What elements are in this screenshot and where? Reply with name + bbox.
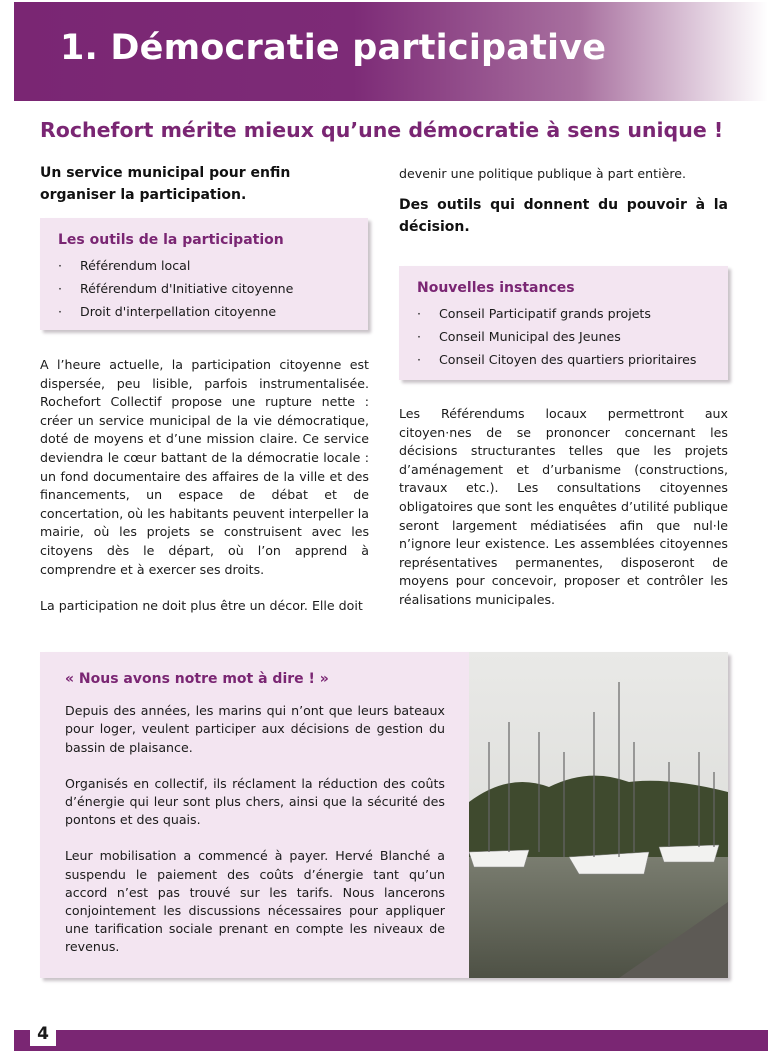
right-paragraph-0: devenir une politique publique à part entière. bbox=[399, 166, 686, 181]
quote-box bbox=[40, 652, 728, 978]
list-item: · Conseil Citoyen des quartiers prioritaires bbox=[417, 352, 697, 367]
section-subtitle: Rochefort mérite mieux qu’une démocratie à sens unique ! bbox=[40, 118, 724, 142]
quote-title: « Nous avons notre mot à dire ! » bbox=[65, 671, 329, 687]
left-column bbox=[40, 162, 370, 206]
list-item: · Conseil Participatif grands projets bbox=[417, 306, 651, 321]
left-lead: Un service municipal pour enfin organiser la participation. bbox=[40, 165, 291, 203]
list-item: · Conseil Municipal des Jeunes bbox=[417, 329, 621, 344]
instances-box-title: Nouvelles instances bbox=[417, 280, 575, 296]
left-body bbox=[40, 356, 369, 616]
tools-box bbox=[40, 218, 368, 330]
header-band bbox=[14, 2, 768, 101]
page-number: 4 bbox=[30, 1022, 56, 1046]
instances-box bbox=[399, 266, 728, 380]
left-paragraph-2: La participation ne doit plus être un décor. Elle doit bbox=[40, 598, 363, 614]
list-item: · Référendum d'Initiative citoyenne bbox=[58, 281, 294, 296]
right-paragraph-1: Les Référendums locaux permettront aux citoyen·nes de se prononcer concernant les décisions structurantes telles que les projets d’aménagement et d’urbanisme (constructions, travaux etc.). Les consultations citoyennes obligatoires que sont les enquêtes d’utilité publique seront largement médiatisées afin que nul·le n’ignore leur existence. Les assemblées citoyennes représentatives permanentes, disposeront de moyens pour concevoir, proposer et contrôler les réalisations municipales. bbox=[399, 406, 728, 607]
page-title: 1. Démocratie participative bbox=[60, 28, 607, 68]
left-paragraph-1: A l’heure actuelle, la participation citoyenne est dispersée, peu lisible, parfois instrumentalisée. Rochefort Collectif propose une rupture nette : créer un service municipal de la vie démocratique, doté de moyens et d’une mission claire. Ce service deviendra le cœur battant de la démocratie locale : un fond documentaire des affaires de la ville et des financements, un espace de débat et de concertation, où les habitants peuvent interpeller la mairie, où les projets se construisent avec les citoyens dès le départ, où l’on apprend à comprendre et à exercer ses droits. bbox=[40, 357, 369, 577]
right-body bbox=[399, 405, 728, 610]
list-item: · Référendum local bbox=[58, 258, 191, 273]
right-column bbox=[399, 165, 728, 238]
right-lead: Des outils qui donnent du pouvoir à la décision. bbox=[399, 196, 728, 235]
quote-paragraph: Depuis des années, les marins qui n’ont que leurs bateaux pour loger, veulent participer aux décisions de gestion du bassin de plaisance. bbox=[65, 703, 445, 755]
marina-photo bbox=[469, 652, 728, 978]
quote-paragraph: Leur mobilisation a commencé à payer. Hervé Blanché a suspendu le paiement des coûts d’énergie tant qu’un accord n’est pas trouvé sur les tarifs. Nous lancerons conjointement les discussions nécessaires pour appliquer une tarification sociale prenant en compte les niveaux de revenus. bbox=[65, 848, 445, 955]
list-item: · Droit d'interpellation citoyenne bbox=[58, 304, 277, 319]
footer-band bbox=[14, 1030, 768, 1051]
quote-paragraph: Organisés en collectif, ils réclament la réduction des coûts d’énergie qui leur sont plus chers, ainsi que la sécurité des pontons et des quais. bbox=[65, 775, 445, 828]
tools-box-title: Les outils de la participation bbox=[58, 232, 284, 248]
